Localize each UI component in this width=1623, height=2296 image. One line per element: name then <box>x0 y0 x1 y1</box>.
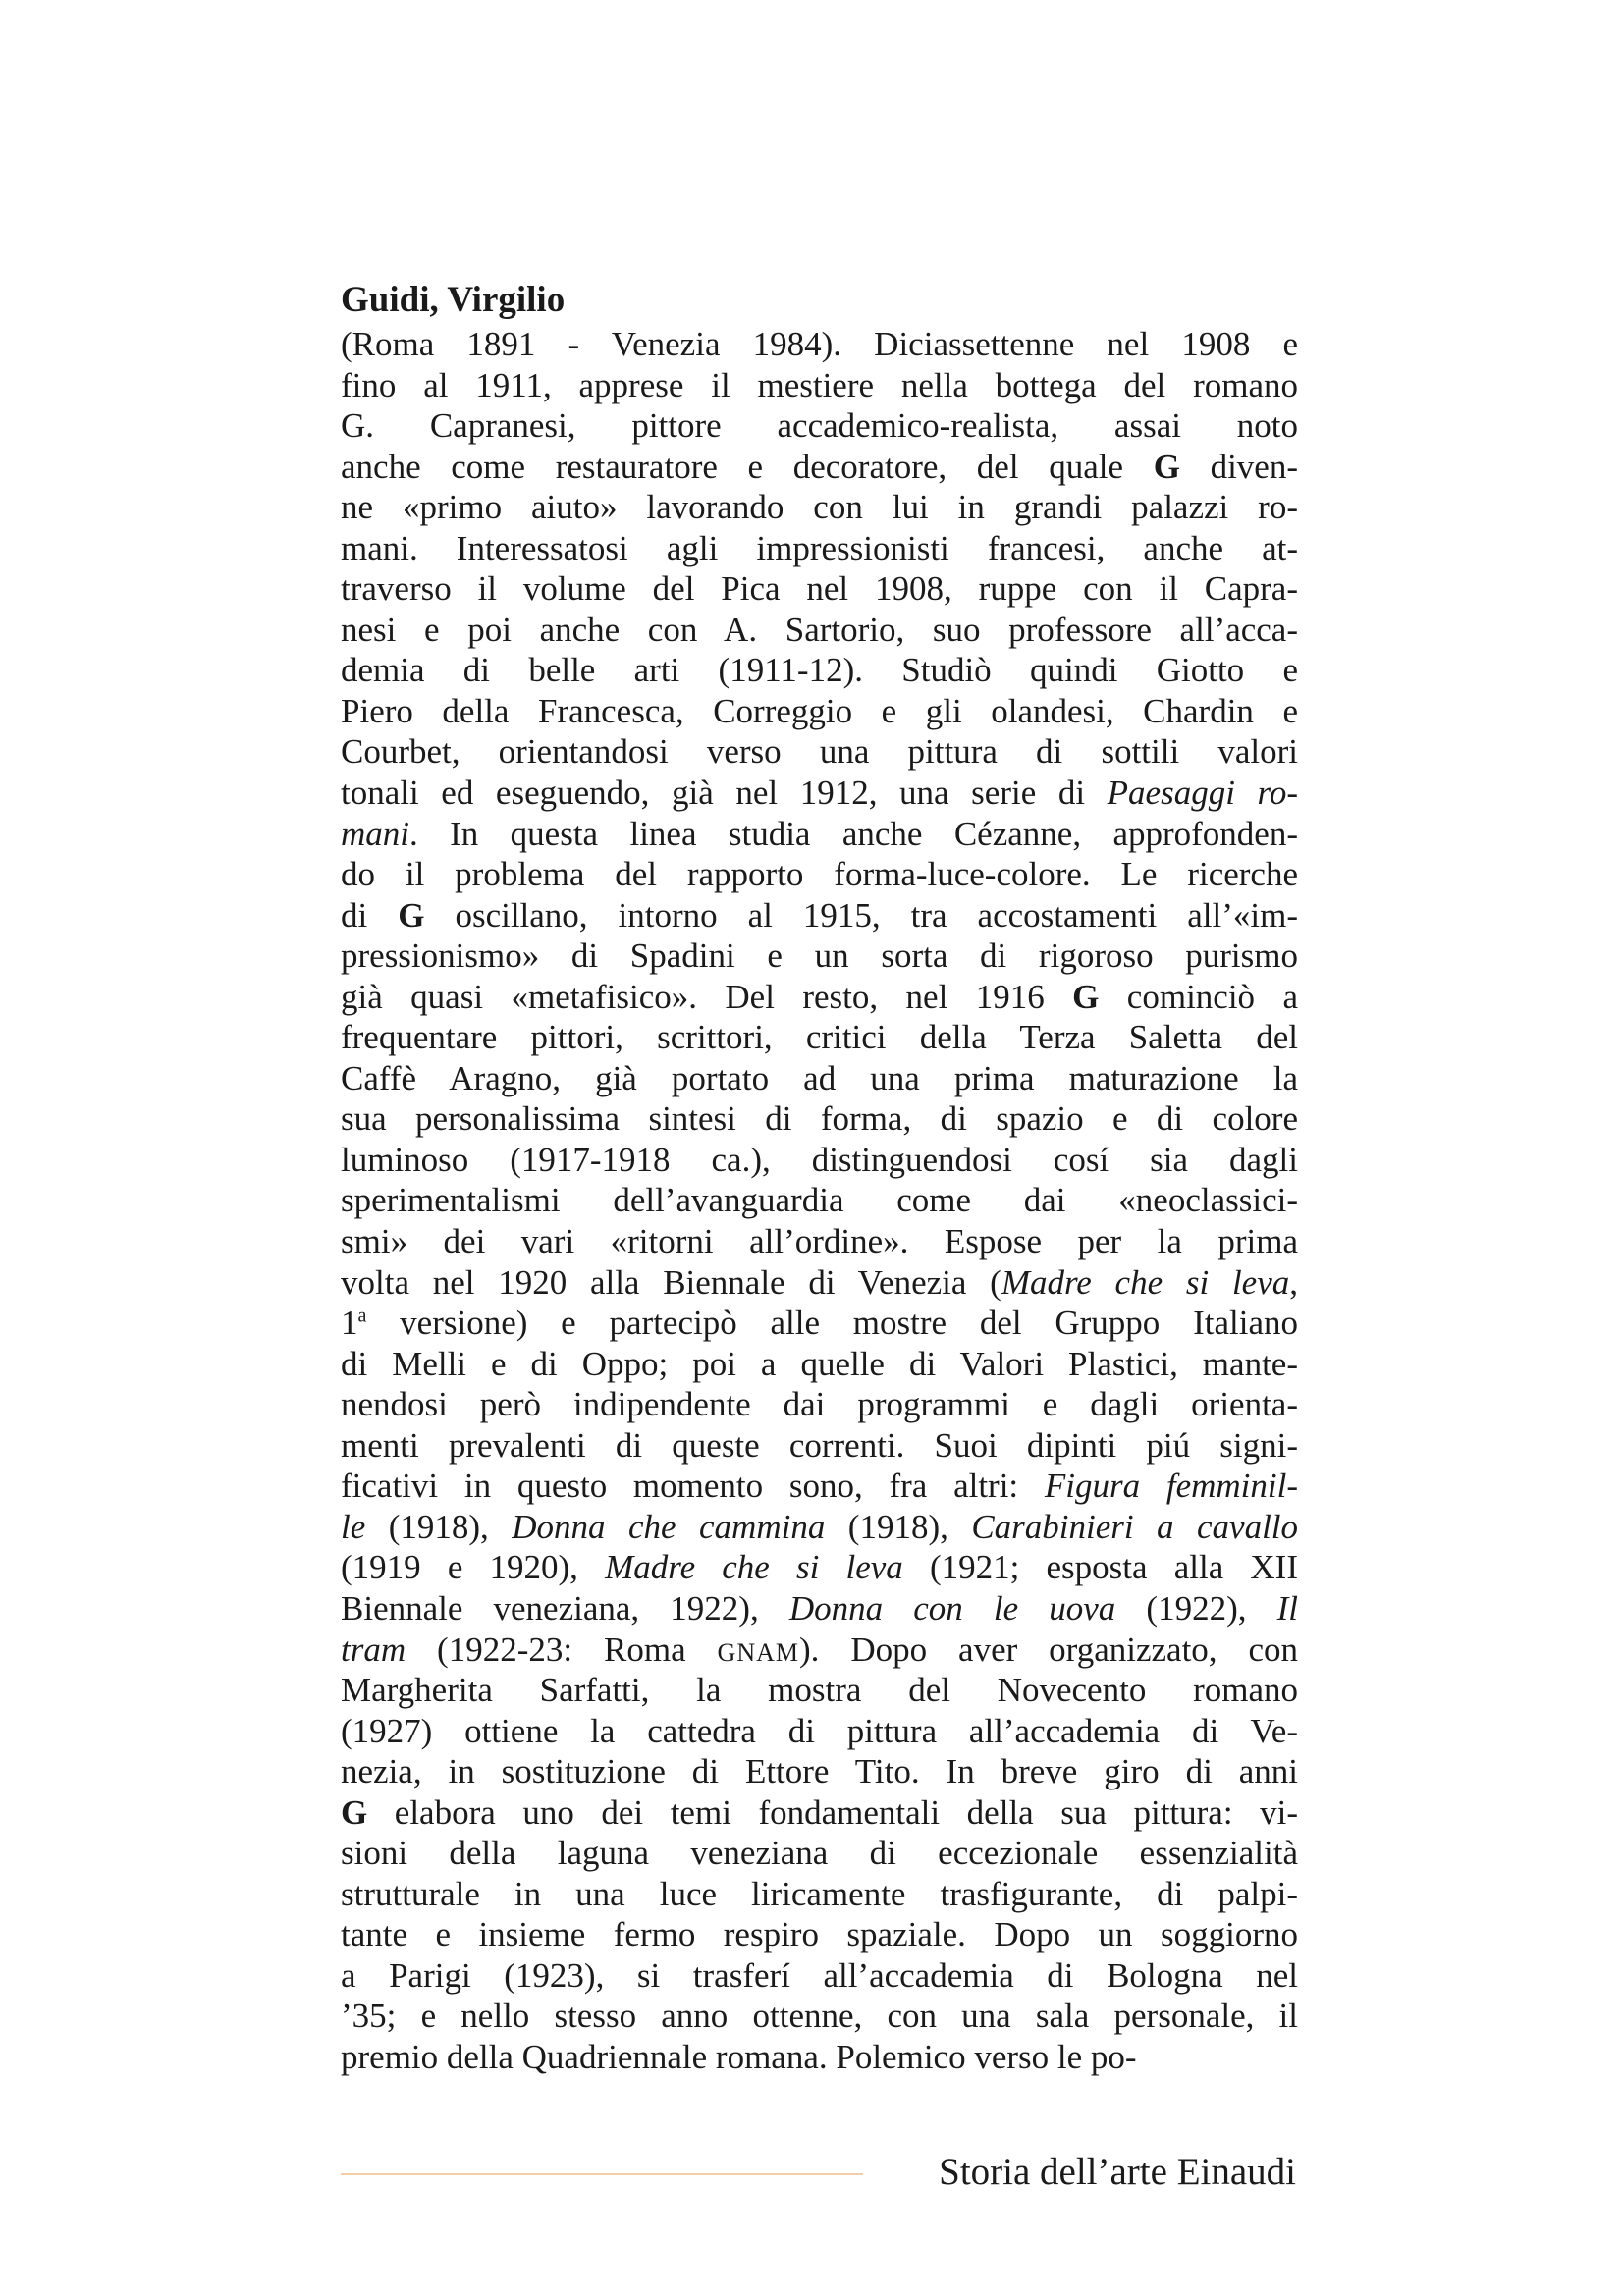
text-segment: Donna che cammina <box>512 1507 826 1546</box>
text-line <box>341 773 1298 814</box>
text-segment: ). Dopo aver organizzato, con <box>799 1629 1298 1669</box>
text-segment: già quasi «metafisico». Del resto, nel 1916 <box>341 977 1073 1016</box>
text-segment: Paesaggi ro- <box>1107 774 1298 813</box>
text-segment: Donna con le uova <box>788 1588 1116 1628</box>
text-line: nezia, in sostituzione di Ettore Tito. In breve giro di anni <box>341 1752 1298 1791</box>
text-line: Margherita Sarfatti, la mostra del Novecento romano <box>341 1671 1298 1710</box>
text-line: Courbet, orientandosi verso una pittura di sottili valori <box>341 732 1298 772</box>
text-line: nesi e poi anche con A. Sartorio, suo professore all’acca- <box>341 610 1298 649</box>
text-line: (1927) ottiene la cattedra di pittura all’accademia di Ve- <box>341 1711 1298 1750</box>
text-segment: Madre che si leva <box>1001 1262 1290 1302</box>
text-line: premio della Quadriennale romana. Polemico verso le po- <box>341 2037 1137 2076</box>
text-segment: anche come restauratore e decoratore, del quale <box>341 447 1154 486</box>
text-line: ’35; e nello stesso anno ottenne, con una sala personale, il <box>341 1997 1298 2036</box>
text-line: smi» dei vari «ritorni all’ordine». Espose per la prima <box>341 1222 1298 1261</box>
text-segment: Biennale veneziana, 1922), <box>341 1588 789 1628</box>
text-segment: diven- <box>1179 447 1298 486</box>
text-line: ne «primo aiuto» lavorando con lui in grandi palazzi ro- <box>341 488 1298 527</box>
text-segment: a <box>357 1305 367 1327</box>
text-line <box>341 1303 1298 1344</box>
entry-body <box>341 324 1298 2078</box>
text-segment: GNAM <box>717 1637 799 1667</box>
text-segment: Madre che si leva <box>605 1548 903 1587</box>
text-segment: Figura femminil- <box>1044 1467 1298 1506</box>
text-line <box>341 1792 1298 1834</box>
text-line: mani. Interessatosi agli impressionisti francesi, anche at- <box>341 528 1298 567</box>
text-segment: (1919 e 1920), <box>341 1548 606 1587</box>
text-segment: mani <box>341 814 409 853</box>
text-line: menti prevalenti di queste correnti. Suoi dipinti piú signi- <box>341 1425 1298 1465</box>
text-line: (Roma 1891 - Venezia 1984). Diciassettenne nel 1908 e <box>341 325 1298 363</box>
text-line: luminoso (1917-1918 ca.), distinguendosi cosí sia dagli <box>341 1140 1298 1179</box>
text-line: Caffè Aragno, già portato ad una prima maturazione la <box>341 1058 1298 1097</box>
text-line <box>341 1262 1298 1304</box>
text-segment: G <box>341 1792 368 1832</box>
text-line <box>341 1629 1298 1671</box>
footer-rule <box>341 2173 863 2175</box>
text-segment: (1918), <box>825 1507 972 1546</box>
text-line: sioni della laguna veneziana di eccezionale essenzialità <box>341 1834 1298 1873</box>
text-line: nendosi però indipendente dai programmi e dagli orienta- <box>341 1385 1298 1424</box>
text-line: do il problema del rapporto forma-luce-colore. Le ricerche <box>341 855 1298 894</box>
text-segment: G <box>398 895 425 934</box>
text-segment: Carabinieri a cavallo <box>971 1507 1299 1546</box>
footer-title: Storia dell’arte Einaudi <box>939 2151 1296 2193</box>
text-segment: 1 <box>341 1304 358 1343</box>
entry-title: Guidi, Virgilio <box>341 280 566 320</box>
text-segment: (1921; esposta alla XII <box>902 1548 1298 1587</box>
text-segment: G <box>1072 977 1100 1016</box>
text-line: strutturale in una luce liricamente trasfigurante, di palpi- <box>341 1874 1298 1913</box>
text-line <box>341 1466 1298 1507</box>
text-line: traverso il volume del Pica nel 1908, ruppe con il Capra- <box>341 569 1298 609</box>
text-line: sperimentalismi dell’avanguardia come dai «neoclassici- <box>341 1181 1298 1220</box>
text-line <box>341 1507 1298 1548</box>
text-line: pressionismo» di Spadini e un sorta di rigoroso purismo <box>341 936 1298 976</box>
text-line <box>341 977 1298 1018</box>
text-line: G. Capranesi, pittore accademico-realista, assai noto <box>341 406 1298 446</box>
text-segment: tonali ed eseguendo, già nel 1912, una serie di <box>341 774 1108 813</box>
text-segment: volta nel 1920 alla Biennale di Venezia ( <box>341 1262 1001 1302</box>
text-line: tante e insieme fermo respiro spaziale. Dopo un soggiorno <box>341 1915 1298 1954</box>
encyclopedia-entry <box>341 277 1298 2078</box>
text-line <box>341 895 1298 936</box>
text-segment: versione) e partecipò alle mostre del Gruppo Italiano <box>366 1304 1298 1343</box>
text-segment: elabora uno dei temi fondamentali della sua pittura: vi- <box>367 1792 1298 1832</box>
text-segment: oscillano, intorno al 1915, tra accostamenti all’«im- <box>424 895 1298 934</box>
text-line: sua personalissima sintesi di forma, di spazio e di colore <box>341 1099 1298 1139</box>
text-segment: G <box>1153 447 1180 486</box>
text-segment: . In questa linea studia anche Cézanne, approfonden- <box>409 814 1298 853</box>
text-line: a Parigi (1923), si trasferí all’accademia di Bologna nel <box>341 1955 1298 1995</box>
text-segment: di <box>341 895 399 934</box>
text-line: di Melli e di Oppo; poi a quelle di Valori Plastici, mante- <box>341 1344 1298 1383</box>
text-segment: (1922-23: Roma <box>406 1629 718 1669</box>
text-line: frequentare pittori, scrittori, critici della Terza Saletta del <box>341 1018 1298 1057</box>
text-segment: , <box>1289 1262 1298 1302</box>
text-segment: (1918), <box>365 1507 513 1546</box>
text-segment: cominciò a <box>1099 977 1298 1016</box>
text-line <box>341 814 1298 855</box>
text-line: demia di belle arti (1911-12). Studiò quindi Giotto e <box>341 651 1298 690</box>
text-line <box>341 447 1298 488</box>
text-line <box>341 1547 1298 1588</box>
text-segment: Il <box>1276 1588 1299 1628</box>
text-segment: le <box>341 1507 366 1546</box>
text-line: fino al 1911, apprese il mestiere nella bottega del romano <box>341 365 1298 404</box>
text-segment: (1922), <box>1115 1588 1277 1628</box>
text-line <box>341 1588 1298 1629</box>
text-segment: tram <box>341 1629 406 1669</box>
text-line: Piero della Francesca, Correggio e gli olandesi, Chardin e <box>341 691 1298 730</box>
text-segment: ficativi in questo momento sono, fra altri: <box>341 1467 1045 1506</box>
